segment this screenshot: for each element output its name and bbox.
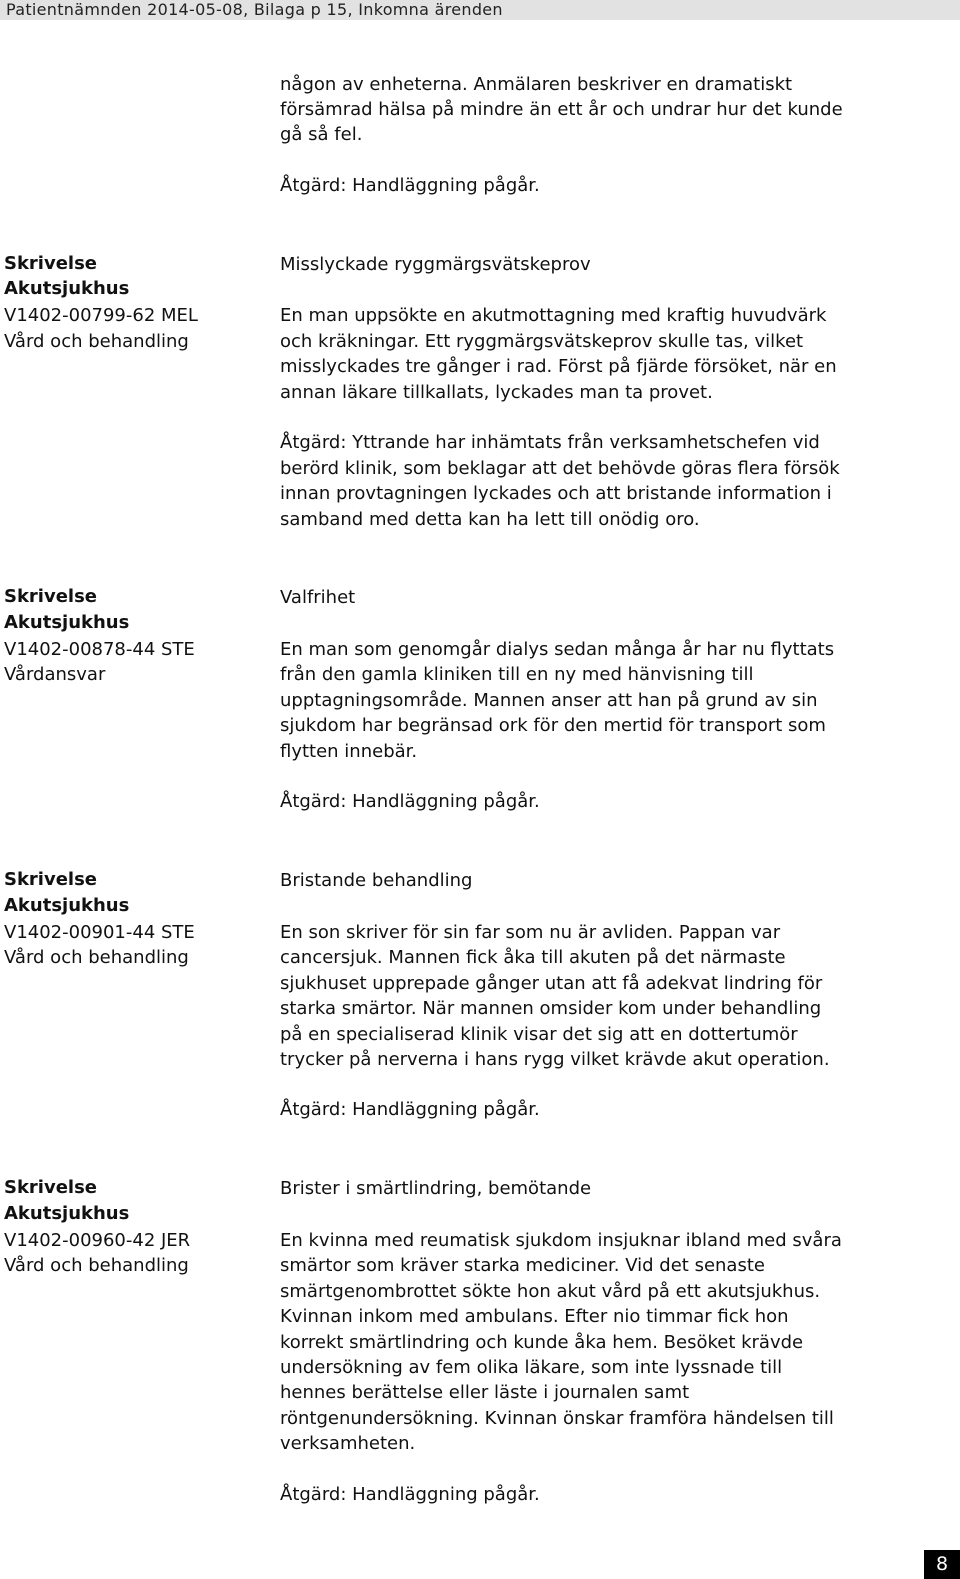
case-body-line: En man som genomgår dialys sedan många år har nu flyttats <box>280 639 835 660</box>
case-unit: Akutsjukhus <box>4 1203 130 1224</box>
intro-line: försämrad hälsa på mindre än ett år och undrar hur det kunde <box>280 99 843 120</box>
case-body-line: hennes berättelse eller läste i journalen samt <box>280 1382 690 1403</box>
case-body-line: verksamheten. <box>280 1433 416 1454</box>
case-unit: Akutsjukhus <box>4 895 130 916</box>
case-action-line: Åtgärd: Yttrande har inhämtats från verksamhetschefen vid <box>280 432 820 453</box>
case-action-line: innan provtagningen lyckades och att bristande information i <box>280 483 832 504</box>
case-body-line: misslyckades tre gånger i rad. Först på fjärde försöket, när en <box>280 356 837 377</box>
case-category: Vård och behandling <box>4 1255 189 1276</box>
case-action-line: Åtgärd: Handläggning pågår. <box>280 791 540 812</box>
case-type: Skrivelse <box>4 1177 98 1198</box>
case-body-line: sjukdom har begränsad ork för den mertid för transport som <box>280 715 826 736</box>
case-body-line: Kvinnan inkom med ambulans. Efter nio timmar fick hon <box>280 1306 789 1327</box>
case-id: V1402-00799-62 MEL <box>4 305 198 326</box>
case-type: Skrivelse <box>4 253 98 274</box>
case-id: V1402-00960-42 JER <box>4 1230 191 1251</box>
page-number: 8 <box>924 1550 960 1579</box>
case-body-line: sjukhuset upprepade gånger utan att få adekvat lindring för <box>280 973 823 994</box>
case-category: Vård och behandling <box>4 331 189 352</box>
case-body-line: smärtgenombrottet sökte hon akut vård på ett akutsjukhus. <box>280 1281 821 1302</box>
case-type: Skrivelse <box>4 586 98 607</box>
case-title: Valfrihet <box>280 587 356 608</box>
case-body-line: En man uppsökte en akutmottagning med kraftig huvudvärk <box>280 305 827 326</box>
case-unit: Akutsjukhus <box>4 278 130 299</box>
case-body-line: röntgenundersökning. Kvinnan önskar framföra händelsen till <box>280 1408 834 1429</box>
case-title: Misslyckade ryggmärgsvätskeprov <box>280 254 591 275</box>
case-id: V1402-00901-44 STE <box>4 922 195 943</box>
case-id: V1402-00878-44 STE <box>4 639 195 660</box>
case-body-line: starka smärtor. När mannen omsider kom under behandling <box>280 998 822 1019</box>
case-type: Skrivelse <box>4 869 98 890</box>
case-body-line: från den gamla kliniken till en ny med hänvisning till <box>280 664 754 685</box>
intro-action: Åtgärd: Handläggning pågår. <box>280 175 540 196</box>
case-title: Brister i smärtlindring, bemötande <box>280 1178 592 1199</box>
case-body-line: på en specialiserad klinik visar det sig att en dottertumör <box>280 1024 798 1045</box>
case-action-line: samband med detta kan ha lett till onödig oro. <box>280 509 700 530</box>
case-unit: Akutsjukhus <box>4 612 130 633</box>
page-header <box>0 0 960 20</box>
case-body-line: korrekt smärtlindring och kunde åka hem. Besöket krävde <box>280 1332 804 1353</box>
case-category: Vård och behandling <box>4 947 189 968</box>
case-body-line: och kräkningar. Ett ryggmärgsvätskeprov skulle tas, vilket <box>280 331 804 352</box>
case-body-line: En son skriver för sin far som nu är avliden. Pappan var <box>280 922 781 943</box>
case-category: Vårdansvar <box>4 664 106 685</box>
case-action-line: Åtgärd: Handläggning pågår. <box>280 1099 540 1120</box>
case-body-line: undersökning av fem olika läkare, som inte lyssnade till <box>280 1357 783 1378</box>
case-action-line: Åtgärd: Handläggning pågår. <box>280 1484 540 1505</box>
case-body-line: cancersjuk. Mannen fick åka till akuten på det närmaste <box>280 947 786 968</box>
case-body-line: upptagningsområde. Mannen anser att han på grund av sin <box>280 690 818 711</box>
case-body-line: annan läkare tillkallats, lyckades man ta provet. <box>280 382 713 403</box>
intro-line: någon av enheterna. Anmälaren beskriver en dramatiskt <box>280 74 793 95</box>
case-action-line: berörd klinik, som beklagar att det behövde göras flera försök <box>280 458 840 479</box>
case-body-line: flytten innebär. <box>280 741 418 762</box>
header-title: Patientnämnden 2014-05-08, Bilaga p 15, Inkomna ärenden <box>6 0 503 19</box>
case-title: Bristande behandling <box>280 870 473 891</box>
intro-line: gå så fel. <box>280 124 363 145</box>
case-body-line: trycker på nerverna i hans rygg vilket krävde akut operation. <box>280 1049 830 1070</box>
case-body-line: smärtor som kräver starka mediciner. Vid det senaste <box>280 1255 765 1276</box>
case-body-line: En kvinna med reumatisk sjukdom insjuknar ibland med svåra <box>280 1230 842 1251</box>
